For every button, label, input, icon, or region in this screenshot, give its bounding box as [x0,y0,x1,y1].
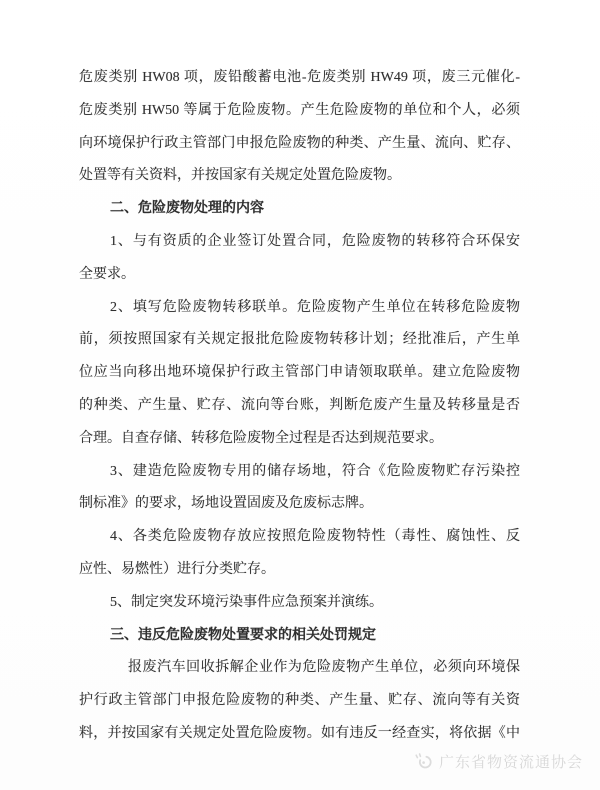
watermark-label: 广东省物资流通协会 [438,755,583,771]
section-heading: 三、违反危险废物处置要求的相关处罚规定 [110,627,376,643]
text-line: 前，须按照国家有关规定报批危险废物转移计划；经批准后，产生单 [79,332,520,348]
association-logo-icon [413,751,434,772]
text-line: 位应当向移出地环境保护行政主管部门申请领取联单。建立危险废物 [79,365,520,381]
text-line: 危废类别 HW08 项，废铅酸蓄电池-危废类别 HW49 项，废三元催化- [79,70,520,85]
text-line: 2、填写危险废物转移联单。危险废物产生单位在转移危险废物 [110,299,520,315]
text-line: 料，并按国家有关规定处置危险废物。如有违反一经查实，将依据《中 [79,725,520,741]
text-line: 应性、易燃性）进行分类贮存。 [79,561,275,577]
watermark [413,751,583,772]
text-line: 5、制定突发环境污染事件应急预案并演练。 [110,594,383,610]
text-line: 全要求。 [79,266,135,282]
text-line: 4、各类危险废物存放应按照危险废物特性（毒性、腐蚀性、反 [110,529,520,545]
section-heading: 二、危险废物处理的内容 [110,201,264,217]
text-line: 危废类别 HW50 等属于危险废物。产生危险废物的单位和个人，必须 [79,102,520,118]
text-line: 制标准》的要求，场地设置固废及危废标志牌。 [79,496,373,512]
text-line: 护行政主管部门申报危险废物的种类、产生量、贮存、流向等有关资 [79,693,520,709]
text-block [79,0,520,751]
text-line: 3、建造危险废物专用的储存场地，符合《危险废物贮存污染控 [110,463,520,479]
text-line: 的种类、产生量、贮存、流向等台账，判断危废产生量及转移量是否 [79,397,520,413]
text-line: 报废汽车回收拆解企业作为危险废物产生单位，必须向环境保 [128,660,520,676]
text-line: 向环境保护行政主管部门申报危险废物的种类、产生量、流向、贮存、 [79,135,520,151]
text-line: 1、与有资质的企业签订处置合同，危险废物的转移符合环保安 [110,233,520,249]
text-line: 处置等有关资料，并按国家有关规定处置危险废物。 [79,168,401,184]
text-line: 合理。自查存储、转移危险废物全过程是否达到规范要求。 [79,430,443,446]
